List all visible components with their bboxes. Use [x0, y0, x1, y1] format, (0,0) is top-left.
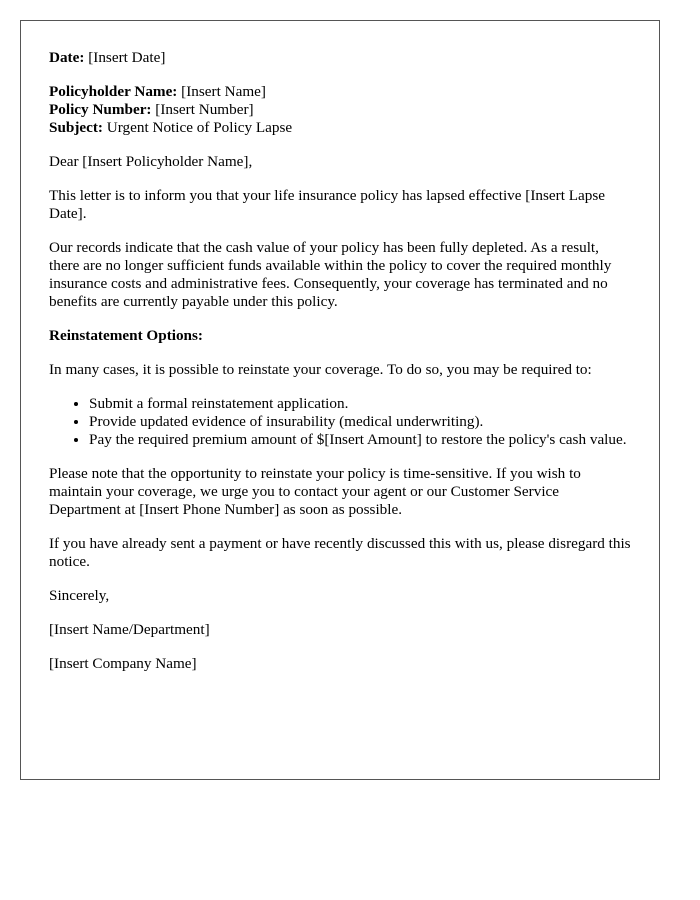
reinstatement-heading: Reinstatement Options:	[49, 327, 203, 344]
policy-info-block	[49, 83, 631, 137]
policy-number-label: Policy Number:	[49, 101, 152, 118]
policyholder-label: Policyholder Name:	[49, 83, 178, 100]
signature-name-department: [Insert Name/Department]	[49, 621, 210, 638]
policy-number-value: [Insert Number]	[155, 101, 254, 118]
paragraph-time-sensitive: Please note that the opportunity to reinstate your policy is time-sensitive. If you wish to maintain your coverage, we urge you to contact your agent or our Customer Service Department at [Insert Phone Number] as soon as possible.	[49, 465, 581, 518]
reinstatement-list	[49, 395, 631, 449]
paragraph-cash-value: Our records indicate that the cash value of your policy has been fully depleted. As a result, there are no longer sufficient funds available within the policy to cover the required monthly insurance costs and administrative fees. Consequently, your coverage has terminated and no benefits are currently payable under this policy.	[49, 239, 612, 310]
sign-off: Sincerely,	[49, 587, 110, 604]
letter-document	[20, 20, 660, 780]
policyholder-line	[49, 83, 631, 101]
signature-company-name: [Insert Company Name]	[49, 655, 197, 672]
paragraph-disregard: If you have already sent a payment or have recently discussed this with us, please disregard this notice.	[49, 535, 631, 570]
date-line	[49, 49, 631, 67]
reinstatement-intro: In many cases, it is possible to reinstate your coverage. To do so, you may be required to:	[49, 361, 592, 378]
subject-line	[49, 119, 631, 137]
paragraph-lapse-notice: This letter is to inform you that your life insurance policy has lapsed effective [Insert Lapse Date].	[49, 187, 605, 222]
list-item: • Pay the required premium amount of $[Insert Amount] to restore the policy's cash value.	[89, 431, 631, 449]
date-label: Date:	[49, 49, 85, 66]
date-value: [Insert Date]	[88, 49, 166, 66]
signature-block	[49, 621, 631, 673]
policy-number-line	[49, 101, 631, 119]
list-item: • Provide updated evidence of insurability (medical underwriting).	[89, 413, 631, 431]
subject-label: Subject:	[49, 119, 103, 136]
list-item: • Submit a formal reinstatement application.	[89, 395, 631, 413]
policyholder-value: [Insert Name]	[181, 83, 266, 100]
salutation: Dear [Insert Policyholder Name],	[49, 153, 253, 170]
subject-value: Urgent Notice of Policy Lapse	[106, 119, 293, 136]
